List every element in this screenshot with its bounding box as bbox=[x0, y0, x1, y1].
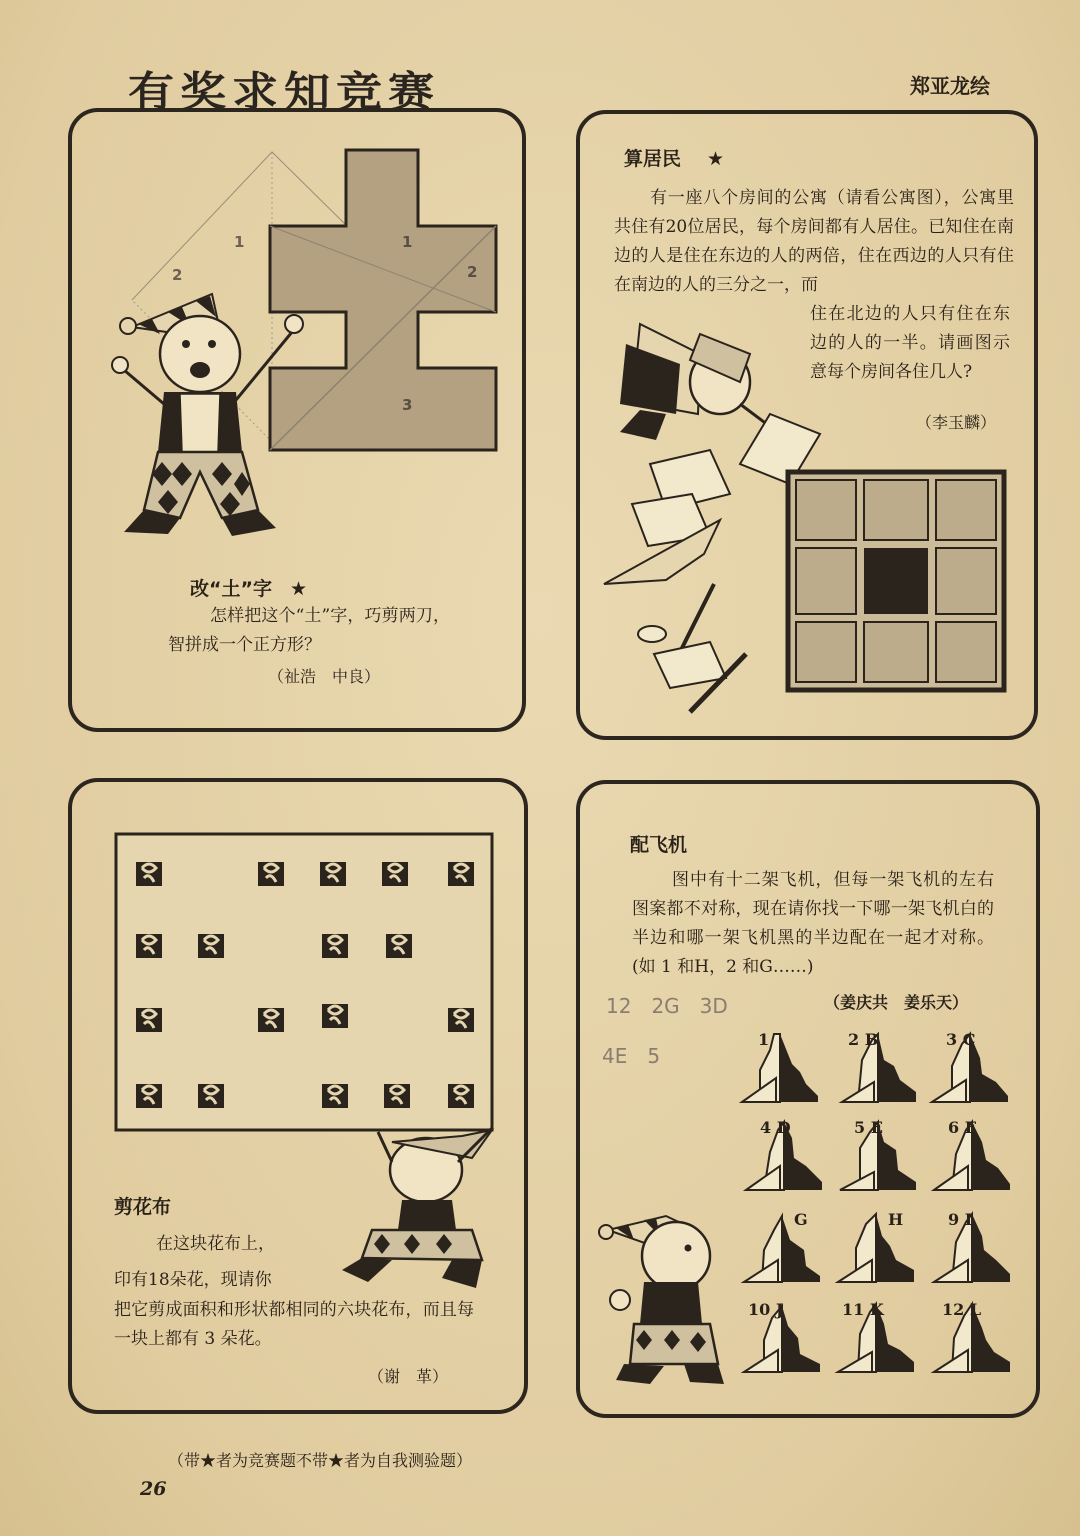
star-icon: ★ bbox=[707, 148, 725, 170]
puzzle-body-residents-continued: 住在北边的人只有住在东边的人的一半。请画图示意每个房间各住几人? bbox=[810, 304, 1010, 382]
puzzle-body-planes: 图中有十二架飞机，但每一架飞机的左右图案都不对称，现在请你找一下哪一架飞机白的半边和哪一架飞机黑的半边配在一起才对称。(如 1 和H，2 和G……) bbox=[632, 870, 994, 977]
puzzle-title-residents: 算居民 ★ bbox=[624, 148, 725, 170]
svg-text:3: 3 bbox=[402, 396, 413, 414]
page-title: 有奖求知竞赛 bbox=[128, 67, 440, 116]
plane-label: 4 D bbox=[760, 1118, 791, 1137]
panel-count-residents bbox=[576, 110, 1038, 740]
puzzle-credit-planes: （姜庆共 姜乐天） bbox=[824, 993, 969, 1012]
plane-label: 2 B bbox=[848, 1030, 879, 1049]
handwritten-note-2: 4E 5 bbox=[602, 1044, 661, 1068]
plane-label: 5 E bbox=[854, 1118, 883, 1137]
handwritten-note-1: 12 2G 3D bbox=[606, 994, 728, 1018]
svg-text:1: 1 bbox=[402, 233, 413, 251]
plane-label: G bbox=[794, 1210, 808, 1229]
plane-label: 3 C bbox=[946, 1030, 976, 1049]
puzzle-body-tu: 怎样把这个“土”字，巧剪两刀，智拼成一个正方形？ bbox=[168, 606, 450, 655]
puzzle-body-cloth-rest: 把它剪成面积和形状都相同的六块花布，而且每一块上都有 3 朵花。 bbox=[114, 1300, 474, 1349]
svg-text:1: 1 bbox=[234, 233, 245, 251]
star-icon: ★ bbox=[289, 578, 308, 600]
puzzle-credit-residents: （李玉麟） bbox=[916, 413, 997, 432]
panel-match-planes bbox=[576, 780, 1040, 1418]
puzzle-credit-cloth: （谢 革） bbox=[368, 1367, 449, 1386]
panel-change-tu-character bbox=[68, 108, 526, 732]
puzzle-title-tu: 改“土”字 ★ bbox=[190, 578, 308, 600]
plane-label: 10 J bbox=[748, 1300, 784, 1319]
apartment-floor-plan bbox=[580, 114, 1034, 736]
plane-label: 6 F bbox=[948, 1118, 977, 1137]
svg-text:2: 2 bbox=[467, 263, 478, 281]
plane-label: H bbox=[888, 1210, 904, 1229]
panel-cut-flower-cloth bbox=[68, 778, 528, 1414]
svg-text:2: 2 bbox=[172, 266, 183, 284]
plane-label: 12 L bbox=[942, 1300, 982, 1319]
page-number: 26 bbox=[140, 1478, 167, 1500]
puzzle-title-cloth: 剪花布 bbox=[114, 1196, 172, 1218]
puzzle-body-cloth-line2: 印有18朵花，现请你 bbox=[114, 1270, 272, 1290]
puzzle-credit-tu: （祉浩 中良） bbox=[268, 667, 381, 686]
plane-label: 11 K bbox=[842, 1300, 884, 1319]
jester-illustration-4 bbox=[580, 784, 1036, 1414]
puzzle-title-planes: 配飞机 bbox=[630, 834, 688, 856]
plane-label: 1 bbox=[758, 1030, 770, 1049]
puzzle-body-residents: 有一座八个房间的公寓（请看公寓图），公寓里共住有20位居民，每个房间都有人居住。已知住在南边的人是住在东边的人的两倍，住在西边的人只有住在南边的人的三分之一，而 bbox=[614, 188, 1014, 295]
puzzle-body-cloth-line1: 在这块花布上， bbox=[156, 1234, 275, 1254]
artist-credit: 郑亚龙绘 bbox=[910, 74, 990, 98]
footer-legend-note: （带★者为竞赛题不带★者为自我测验题） bbox=[168, 1451, 473, 1470]
plane-label: 9 I bbox=[948, 1210, 973, 1229]
